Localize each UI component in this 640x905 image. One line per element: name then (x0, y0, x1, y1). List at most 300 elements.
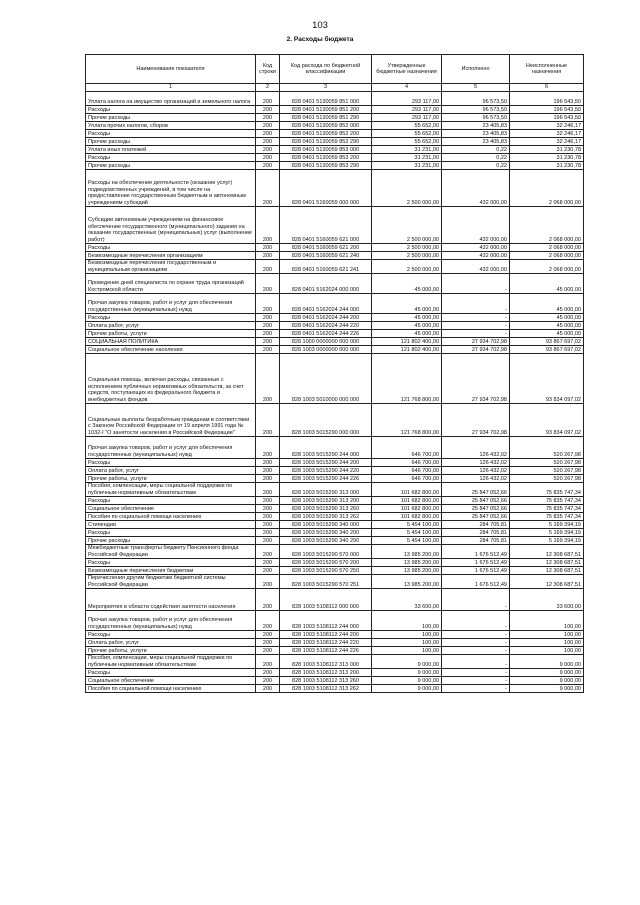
row-remaining: 2 068 000,00 (510, 252, 584, 260)
row-name: Прочие расходы (86, 162, 256, 170)
table-row (86, 346, 584, 354)
row-remaining: 196 543,50 (510, 92, 584, 106)
row-approved: 31 231,00 (372, 154, 442, 162)
row-approved: 293 117,00 (372, 114, 442, 122)
row-remaining: 75 835 747,34 (510, 513, 584, 521)
row-remaining: 75 835 747,34 (510, 497, 584, 505)
row-name: Безвозмездные перечисления организациям (86, 252, 256, 260)
row-name: Пособия, компенсации, меры социальной поддержки по публичным нормативным обязательствам (86, 655, 256, 669)
row-expense-code: 828 0401 5162024 244 220 (280, 322, 372, 330)
row-line-code: 200 (256, 459, 280, 467)
row-expense-code: 828 0401 5160059 621 240 (280, 252, 372, 260)
row-name: Уплата иных платежей (86, 146, 256, 154)
row-name: Расходы (86, 559, 256, 567)
row-executed: 284 705,81 (442, 529, 510, 537)
row-name: Межбюджетные трансферты бюджету Пенсионного фонда Российской Федерации (86, 545, 256, 559)
row-executed: 27 934 702,98 (442, 404, 510, 437)
table-row (86, 294, 584, 314)
table-row (86, 669, 584, 677)
row-executed: 1 676 512,49 (442, 559, 510, 567)
row-expense-code: 828 0401 5160059 000 000 (280, 170, 372, 207)
row-name: Пособия по социальной помощи населению (86, 685, 256, 693)
row-approved: 101 682 800,00 (372, 505, 442, 513)
row-line-code: 200 (256, 207, 280, 244)
row-remaining: 2 068 000,00 (510, 244, 584, 252)
row-expense-code: 828 0401 5162024 244 000 (280, 294, 372, 314)
row-line-code: 200 (256, 354, 280, 404)
row-remaining: 33 600,00 (510, 589, 584, 611)
row-name: Прочие расходы (86, 138, 256, 146)
row-line-code: 200 (256, 483, 280, 497)
row-executed: 25 847 052,66 (442, 505, 510, 513)
table-row (86, 559, 584, 567)
row-executed: - (442, 685, 510, 693)
row-name: Проведение дней специалиста по охране труда организаций Костромской области (86, 274, 256, 294)
row-executed: 23 405,83 (442, 122, 510, 130)
row-expense-code: 828 1003 5015290 313 262 (280, 513, 372, 521)
row-approved: 100,00 (372, 631, 442, 639)
row-remaining: 9 000,00 (510, 669, 584, 677)
row-expense-code: 828 1003 5108112 244 220 (280, 639, 372, 647)
row-approved: 31 231,00 (372, 146, 442, 154)
row-line-code: 200 (256, 154, 280, 162)
row-approved: 9 000,00 (372, 655, 442, 669)
row-remaining: 32 246,17 (510, 122, 584, 130)
row-line-code: 200 (256, 589, 280, 611)
column-number: 4 (372, 84, 442, 92)
row-remaining: 100,00 (510, 631, 584, 639)
row-executed: 126 432,02 (442, 475, 510, 483)
row-line-code: 200 (256, 677, 280, 685)
row-approved: 55 652,00 (372, 122, 442, 130)
row-expense-code: 828 1003 5015290 313 000 (280, 483, 372, 497)
row-approved: 293 117,00 (372, 106, 442, 114)
row-expense-code: 828 1003 5015290 313 260 (280, 505, 372, 513)
row-remaining: 5 169 394,19 (510, 529, 584, 537)
row-executed: 27 934 702,98 (442, 346, 510, 354)
row-approved: 2 500 000,00 (372, 260, 442, 274)
row-name: Расходы (86, 244, 256, 252)
row-name: Прочая закупка товаров, работ и услуг для обеспечения государственных (муниципальных) нужд (86, 611, 256, 631)
row-name: Оплата работ, услуг (86, 467, 256, 475)
row-name: Социальное обеспечение (86, 677, 256, 685)
row-approved: 55 652,00 (372, 130, 442, 138)
row-expense-code: 828 1003 5108112 244 226 (280, 647, 372, 655)
row-executed: 0,22 (442, 154, 510, 162)
row-name: Стипендии (86, 521, 256, 529)
row-approved: 101 682 800,00 (372, 483, 442, 497)
row-executed: 1 676 512,49 (442, 575, 510, 589)
table-row (86, 92, 584, 106)
page-number: 103 (312, 20, 328, 31)
row-name: Расходы на обеспечение деятельности (оказание услуг) подведомственных учреждений, в том числе на предоставление государственным бюджетным и автономным учреждениям субсидий (86, 170, 256, 207)
table-row (86, 537, 584, 545)
row-approved: 45 000,00 (372, 314, 442, 322)
row-remaining: 520 267,98 (510, 437, 584, 459)
row-line-code: 200 (256, 647, 280, 655)
table-row (86, 685, 584, 693)
row-remaining: 75 835 747,34 (510, 505, 584, 513)
row-expense-code: 828 1003 5108112 313 260 (280, 677, 372, 685)
header-name: Наименование показателя (86, 55, 256, 84)
row-executed: 432 000,00 (442, 252, 510, 260)
row-expense-code: 828 0401 5130059 851 200 (280, 106, 372, 114)
row-remaining: 31 230,78 (510, 162, 584, 170)
row-line-code: 200 (256, 244, 280, 252)
page-title: 2. Расходы бюджета (286, 36, 354, 43)
row-name: Пособия по социальной помощи населению (86, 513, 256, 521)
row-approved: 646 700,00 (372, 437, 442, 459)
row-line-code: 200 (256, 146, 280, 154)
row-remaining: 45 000,00 (510, 274, 584, 294)
table-row (86, 639, 584, 647)
row-expense-code: 828 1003 5015290 570 000 (280, 545, 372, 559)
row-approved: 45 000,00 (372, 274, 442, 294)
row-line-code: 200 (256, 138, 280, 146)
table-row (86, 467, 584, 475)
table-row (86, 631, 584, 639)
row-remaining: 9 000,00 (510, 685, 584, 693)
row-executed: 284 705,81 (442, 537, 510, 545)
table-row (86, 122, 584, 130)
row-approved: 45 000,00 (372, 330, 442, 338)
row-expense-code: 828 0401 5130059 852 200 (280, 130, 372, 138)
row-line-code: 200 (256, 346, 280, 354)
table-row (86, 437, 584, 459)
row-name: Перечисления другим бюджетам бюджетной системы Российской Федерации (86, 575, 256, 589)
row-approved: 121 768 800,00 (372, 404, 442, 437)
row-name: Мероприятия в области содействия занятости населения (86, 589, 256, 611)
row-name: Социальное обеспечение (86, 505, 256, 513)
header-row (86, 55, 584, 84)
row-remaining: 12 308 687,51 (510, 545, 584, 559)
row-approved: 100,00 (372, 647, 442, 655)
row-remaining: 520 267,98 (510, 467, 584, 475)
row-remaining: 93 834 097,02 (510, 354, 584, 404)
row-executed: 27 934 702,98 (442, 338, 510, 346)
column-number: 3 (280, 84, 372, 92)
table-body (86, 92, 584, 693)
row-expense-code: 828 1003 5108112 313 000 (280, 655, 372, 669)
row-expense-code: 828 1003 5108112 244 200 (280, 631, 372, 639)
table-row (86, 314, 584, 322)
row-line-code: 200 (256, 575, 280, 589)
row-approved: 45 000,00 (372, 294, 442, 314)
table-row (86, 513, 584, 521)
row-remaining: 93 867 697,02 (510, 338, 584, 346)
header-line-code: Код строки (256, 55, 280, 84)
row-line-code: 200 (256, 685, 280, 693)
row-executed: 25 847 052,66 (442, 497, 510, 505)
row-expense-code: 828 1003 5015290 570 200 (280, 559, 372, 567)
row-remaining: 9 000,00 (510, 677, 584, 685)
row-approved: 100,00 (372, 639, 442, 647)
row-name: СОЦИАЛЬНАЯ ПОЛИТИКА (86, 338, 256, 346)
row-executed: 1 676 512,49 (442, 545, 510, 559)
row-line-code: 200 (256, 338, 280, 346)
row-expense-code: 828 0401 5130059 851 000 (280, 92, 372, 106)
row-name: Уплата налога на имущество организаций и земельного налога (86, 92, 256, 106)
table-row (86, 655, 584, 669)
table-row (86, 252, 584, 260)
row-remaining: 100,00 (510, 639, 584, 647)
row-line-code: 200 (256, 559, 280, 567)
row-remaining: 196 543,50 (510, 114, 584, 122)
row-executed: 96 573,50 (442, 92, 510, 106)
row-name: Социальное обеспечение населения (86, 346, 256, 354)
row-approved: 101 682 800,00 (372, 497, 442, 505)
row-expense-code: 828 1003 5015290 340 200 (280, 529, 372, 537)
row-executed: - (442, 655, 510, 669)
row-name: Расходы (86, 631, 256, 639)
row-name: Прочие расходы (86, 114, 256, 122)
row-expense-code: 828 1003 0000000 000 000 (280, 346, 372, 354)
row-executed: 96 573,50 (442, 106, 510, 114)
row-remaining: 31 230,78 (510, 154, 584, 162)
row-expense-code: 828 0401 5130059 852 290 (280, 138, 372, 146)
column-number: 2 (256, 84, 280, 92)
row-expense-code: 828 0401 5160059 621 200 (280, 244, 372, 252)
row-line-code: 200 (256, 122, 280, 130)
row-expense-code: 828 0401 5162024 244 200 (280, 314, 372, 322)
row-name: Прочая закупка товаров, работ и услуг для обеспечения государственных (муниципальных) нужд (86, 437, 256, 459)
row-line-code: 200 (256, 404, 280, 437)
row-executed: 96 573,50 (442, 114, 510, 122)
row-line-code: 200 (256, 437, 280, 459)
table-row (86, 330, 584, 338)
table-row (86, 483, 584, 497)
row-line-code: 200 (256, 513, 280, 521)
row-line-code: 200 (256, 631, 280, 639)
table-row (86, 162, 584, 170)
row-expense-code: 828 1003 5015290 340 290 (280, 537, 372, 545)
row-remaining: 2 068 000,00 (510, 207, 584, 244)
row-expense-code: 828 0401 5162024 000 000 (280, 274, 372, 294)
row-expense-code: 828 0401 5130059 853 200 (280, 154, 372, 162)
row-line-code: 200 (256, 92, 280, 106)
row-name: Прочие работы, услуги (86, 330, 256, 338)
row-remaining: 45 000,00 (510, 322, 584, 330)
header-executed: Исполнено (442, 55, 510, 84)
row-approved: 293 117,00 (372, 92, 442, 106)
row-name: Расходы (86, 314, 256, 322)
row-approved: 33 600,00 (372, 589, 442, 611)
row-approved: 121 768 800,00 (372, 354, 442, 404)
row-expense-code: 828 1003 5010000 000 000 (280, 354, 372, 404)
column-number: 6 (510, 84, 584, 92)
row-remaining: 12 308 687,51 (510, 575, 584, 589)
table-row (86, 497, 584, 505)
row-approved: 5 454 100,00 (372, 521, 442, 529)
row-line-code: 200 (256, 106, 280, 114)
table-row (86, 505, 584, 513)
row-executed: 126 432,02 (442, 467, 510, 475)
row-expense-code: 828 1003 5108112 313 200 (280, 669, 372, 677)
row-name: Расходы (86, 529, 256, 537)
row-approved: 31 231,00 (372, 162, 442, 170)
row-remaining: 2 068 000,00 (510, 260, 584, 274)
table-row (86, 146, 584, 154)
row-executed: - (442, 647, 510, 655)
row-executed: 0,22 (442, 162, 510, 170)
row-name: Прочая закупка товаров, работ и услуг для обеспечения государственных (муниципальных) нужд (86, 294, 256, 314)
row-executed: - (442, 669, 510, 677)
row-line-code: 200 (256, 162, 280, 170)
row-approved: 5 454 100,00 (372, 537, 442, 545)
row-line-code: 200 (256, 505, 280, 513)
row-executed: 126 432,02 (442, 437, 510, 459)
row-line-code: 200 (256, 130, 280, 138)
row-expense-code: 828 1003 5015290 000 000 (280, 404, 372, 437)
table-row (86, 260, 584, 274)
table-row (86, 338, 584, 346)
table-row (86, 154, 584, 162)
row-name: Расходы (86, 669, 256, 677)
table-row (86, 521, 584, 529)
row-name: Расходы (86, 106, 256, 114)
row-executed: - (442, 611, 510, 631)
row-name: Социальная помощь, включая расходы, связанные с исполнением публичных нормативных обязательств, за счет средств, поступающих из федерального бюджета и внебюджетных фондов (86, 354, 256, 404)
table-row (86, 354, 584, 404)
row-approved: 646 700,00 (372, 459, 442, 467)
row-executed: 23 405,83 (442, 138, 510, 146)
row-remaining: 5 169 394,19 (510, 521, 584, 529)
row-line-code: 200 (256, 545, 280, 559)
row-line-code: 200 (256, 497, 280, 505)
row-executed: 27 934 702,98 (442, 354, 510, 404)
row-expense-code: 828 0401 5130059 851 290 (280, 114, 372, 122)
row-remaining: 100,00 (510, 611, 584, 631)
header-expense-code: Код расхода по бюджетной классификации (280, 55, 372, 84)
row-remaining: 520 267,98 (510, 475, 584, 483)
row-name: Прочие расходы (86, 537, 256, 545)
table-row (86, 529, 584, 537)
row-remaining: 32 246,17 (510, 130, 584, 138)
row-expense-code: 828 0401 5130059 853 000 (280, 146, 372, 154)
row-line-code: 200 (256, 639, 280, 647)
row-name: Уплата прочих налогов, сборов (86, 122, 256, 130)
row-line-code: 200 (256, 529, 280, 537)
row-approved: 5 454 100,00 (372, 529, 442, 537)
row-approved: 13 985 200,00 (372, 559, 442, 567)
row-expense-code: 828 0401 5160059 621 241 (280, 260, 372, 274)
row-expense-code: 828 1003 5015290 244 200 (280, 459, 372, 467)
row-line-code: 200 (256, 521, 280, 529)
row-executed: - (442, 314, 510, 322)
table-row (86, 106, 584, 114)
row-line-code: 200 (256, 314, 280, 322)
row-executed: - (442, 274, 510, 294)
row-remaining: 45 000,00 (510, 314, 584, 322)
row-executed: - (442, 677, 510, 685)
row-remaining: 2 068 000,00 (510, 170, 584, 207)
row-approved: 9 000,00 (372, 669, 442, 677)
row-expense-code: 828 0401 5162024 244 226 (280, 330, 372, 338)
row-approved: 2 500 000,00 (372, 244, 442, 252)
row-approved: 100,00 (372, 611, 442, 631)
row-approved: 55 652,00 (372, 138, 442, 146)
table-row (86, 404, 584, 437)
row-executed: 0,22 (442, 146, 510, 154)
row-approved: 45 000,00 (372, 322, 442, 330)
row-line-code: 200 (256, 170, 280, 207)
row-line-code: 200 (256, 114, 280, 122)
row-remaining: 31 230,78 (510, 146, 584, 154)
row-remaining: 100,00 (510, 647, 584, 655)
table-row (86, 244, 584, 252)
row-approved: 121 802 400,00 (372, 338, 442, 346)
row-approved: 13 985 200,00 (372, 545, 442, 559)
table-row (86, 274, 584, 294)
row-approved: 2 500 000,00 (372, 170, 442, 207)
table-row (86, 589, 584, 611)
row-executed: 432 000,00 (442, 244, 510, 252)
row-expense-code: 828 1003 5108112 244 000 (280, 611, 372, 631)
column-number-row (86, 84, 584, 92)
row-remaining: 93 867 697,02 (510, 346, 584, 354)
row-expense-code: 828 1000 0000000 000 000 (280, 338, 372, 346)
table-row (86, 647, 584, 655)
row-approved: 9 000,00 (372, 685, 442, 693)
row-expense-code: 828 1003 5015290 244 220 (280, 467, 372, 475)
row-executed: 432 000,00 (442, 260, 510, 274)
row-executed: - (442, 631, 510, 639)
row-approved: 2 500 000,00 (372, 207, 442, 244)
row-expense-code: 828 1003 5015290 313 200 (280, 497, 372, 505)
row-expense-code: 828 1003 5015290 244 000 (280, 437, 372, 459)
row-name: Безвозмездные перечисления государственным и муниципальным организациям (86, 260, 256, 274)
table-row (86, 170, 584, 207)
row-line-code: 200 (256, 294, 280, 314)
row-approved: 121 802 400,00 (372, 346, 442, 354)
row-remaining: 12 308 687,51 (510, 567, 584, 575)
row-expense-code: 828 1003 5108112 000 000 (280, 589, 372, 611)
row-executed: 23 405,83 (442, 130, 510, 138)
row-name: Безвозмездные перечисления бюджетам (86, 567, 256, 575)
row-executed: 25 847 052,66 (442, 513, 510, 521)
row-executed: 25 847 052,66 (442, 483, 510, 497)
row-approved: 2 500 000,00 (372, 252, 442, 260)
row-executed: 1 676 512,49 (442, 567, 510, 575)
row-name: Прочие работы, услуги (86, 647, 256, 655)
row-executed: - (442, 322, 510, 330)
row-line-code: 200 (256, 537, 280, 545)
row-approved: 13 985 200,00 (372, 567, 442, 575)
header-remaining: Неисполненные назначения (510, 55, 584, 84)
row-executed: - (442, 294, 510, 314)
row-remaining: 45 000,00 (510, 294, 584, 314)
row-name: Прочие работы, услуги (86, 475, 256, 483)
row-name: Социальные выплаты безработным гражданам в соответствии с Законом Российской Федерации от 19 апреля 1991 года № 1032-I "О занятости населения в Российской Федерации" (86, 404, 256, 437)
row-line-code: 200 (256, 274, 280, 294)
row-expense-code: 828 1003 5015290 570 251 (280, 575, 372, 589)
table-row (86, 130, 584, 138)
row-line-code: 200 (256, 567, 280, 575)
row-remaining: 9 000,00 (510, 655, 584, 669)
row-expense-code: 828 1003 5015290 570 250 (280, 567, 372, 575)
row-executed: - (442, 330, 510, 338)
expenses-table (85, 54, 584, 693)
table-row (86, 575, 584, 589)
table-row (86, 567, 584, 575)
row-approved: 646 700,00 (372, 467, 442, 475)
row-name: Субсидии автономным учреждениям на финансовое обеспечение государственного (муниципального) задания на оказание государственных (муниципальных) услуг (выполнение работ) (86, 207, 256, 244)
row-line-code: 200 (256, 322, 280, 330)
row-remaining: 12 308 687,51 (510, 559, 584, 567)
row-line-code: 200 (256, 330, 280, 338)
row-approved: 13 985 200,00 (372, 575, 442, 589)
table-row (86, 475, 584, 483)
